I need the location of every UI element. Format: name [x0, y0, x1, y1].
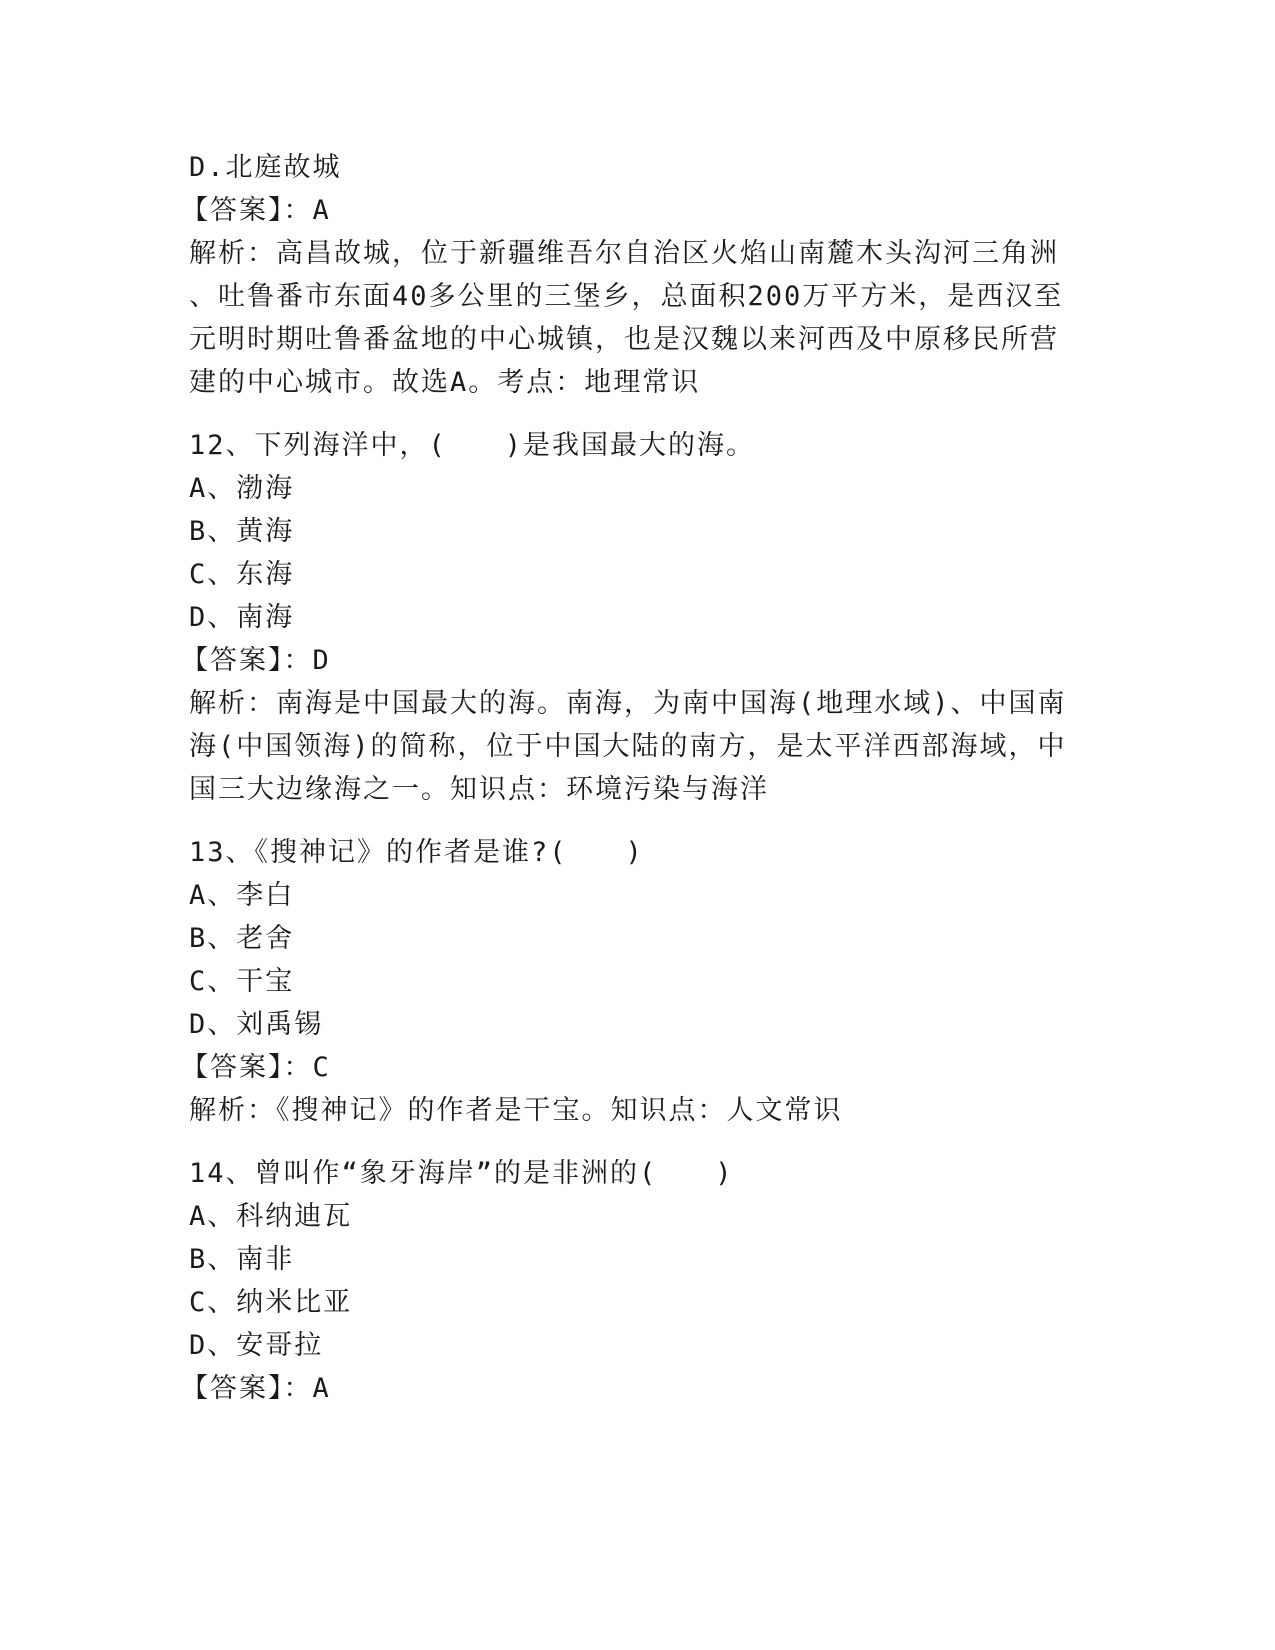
- spacer: [189, 1132, 1089, 1152]
- spacer: [189, 811, 1089, 831]
- q12-answer: 【答案】：D: [181, 645, 331, 676]
- q12-option-c: C、东海: [189, 559, 295, 590]
- q12-option-d: D、南海: [189, 602, 295, 633]
- q13-question: 13、《搜神记》的作者是谁?( ): [189, 837, 644, 868]
- q12-question: 12、下列海洋中，( )是我国最大的海。: [189, 430, 756, 461]
- q13-option-a: A、李白: [189, 880, 295, 911]
- q13-analysis-line: 解析：《搜神记》的作者是干宝。知识点：人文常识: [189, 1095, 843, 1126]
- q13-option-c: C、干宝: [189, 966, 295, 997]
- q11-analysis-line: 元明时期吐鲁番盆地的中心城镇，也是汉魏以来河西及中原移民所营: [189, 324, 1059, 355]
- q14-answer: 【答案】：A: [181, 1373, 331, 1404]
- q13-option-b: B、老舍: [189, 923, 295, 954]
- q14-option-d: D、安哥拉: [189, 1330, 324, 1361]
- q11-option-d: D.北庭故城: [189, 152, 342, 183]
- q12-analysis-line: 解析：南海是中国最大的海。南海，为南中国海(地理水域)、中国南: [189, 688, 1067, 719]
- spacer: [189, 404, 1089, 424]
- q12-analysis-line: 海(中国领海)的简称，位于中国大陆的南方，是太平洋西部海域，中: [189, 731, 1067, 762]
- q12-option-a: A、渤海: [189, 473, 295, 504]
- q12-analysis-line: 国三大边缘海之一。知识点：环境污染与海洋: [189, 774, 769, 805]
- q14-option-b: B、南非: [189, 1244, 295, 1275]
- q14-question: 14、曾叫作“象牙海岸”的是非洲的( ): [189, 1158, 734, 1189]
- q11-analysis-line: 建的中心城市。故选A。考点：地理常识: [189, 367, 701, 398]
- q13-answer: 【答案】：C: [181, 1052, 331, 1083]
- q11-analysis-line: 解析：高昌故城，位于新疆维吾尔自治区火焰山南麓木头沟河三角洲: [189, 238, 1059, 269]
- q11-analysis-line: 、吐鲁番市东面40多公里的三堡乡，总面积200万平方米，是西汉至: [189, 281, 1064, 312]
- q12-option-b: B、黄海: [189, 516, 295, 547]
- q14-option-a: A、科纳迪瓦: [189, 1201, 353, 1232]
- document-content: [181, 146, 1089, 1410]
- q14-option-c: C、纳米比亚: [189, 1287, 353, 1318]
- q11-answer: 【答案】：A: [181, 195, 331, 226]
- q13-option-d: D、刘禹锡: [189, 1009, 324, 1040]
